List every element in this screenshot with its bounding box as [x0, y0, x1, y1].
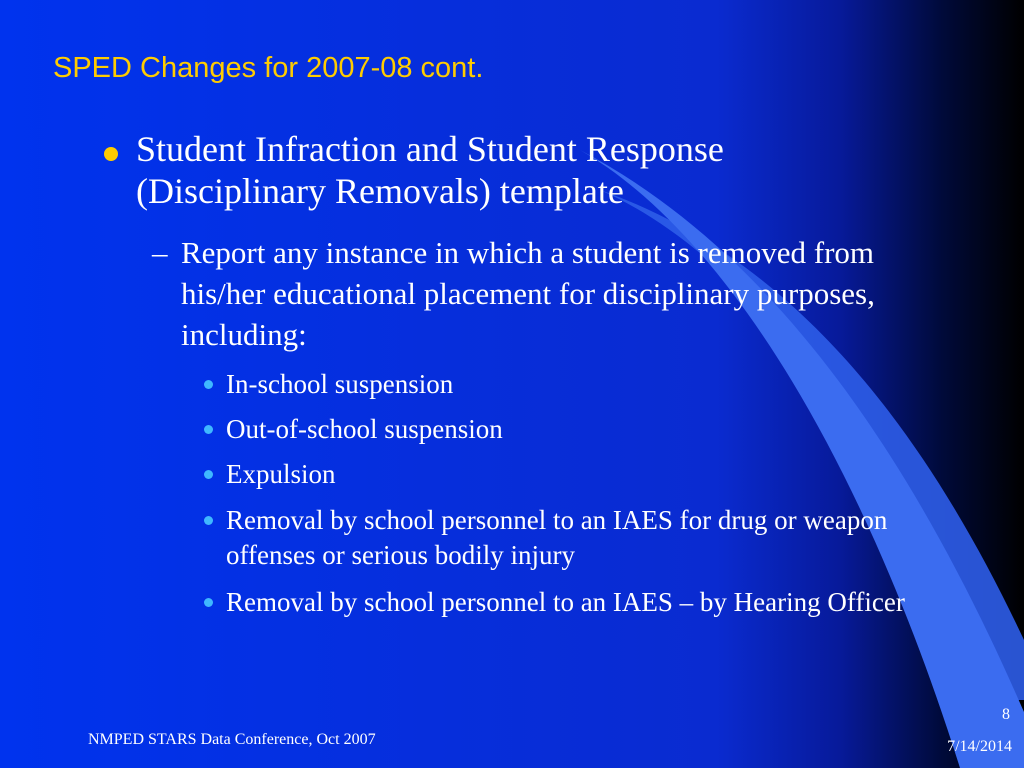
list-item: Expulsion: [226, 459, 336, 489]
footer-date: 7/14/2014: [947, 738, 1012, 755]
bullet-dot-icon: [204, 598, 213, 607]
page-number: 8: [1002, 706, 1010, 723]
bullet-dot-icon: [104, 147, 118, 161]
list-item: Removal by school personnel to an IAES – by Hearing Officer: [226, 587, 905, 617]
footer-conference: NMPED STARS Data Conference, Oct 2007: [88, 731, 376, 748]
list-item: Removal by school personnel to an IAES for drug or weapon offenses or serious bodily injury: [226, 505, 888, 570]
dash-bullet-icon: –: [152, 235, 168, 270]
bullet-level1-text: Student Infraction and Student Response (Disciplinary Removals) template: [136, 129, 724, 211]
bullet-dot-icon: [204, 516, 213, 525]
bullet-level2-text: Report any instance in which a student is removed from his/her educational placement for disciplinary purposes, including:: [181, 235, 875, 352]
bullet-dot-icon: [204, 425, 213, 434]
bullet-dot-icon: [204, 380, 213, 389]
list-item: Out-of-school suspension: [226, 414, 503, 444]
bullet-dot-icon: [204, 470, 213, 479]
slide-title: SPED Changes for 2007-08 cont.: [53, 52, 484, 84]
list-item: In-school suspension: [226, 369, 454, 399]
